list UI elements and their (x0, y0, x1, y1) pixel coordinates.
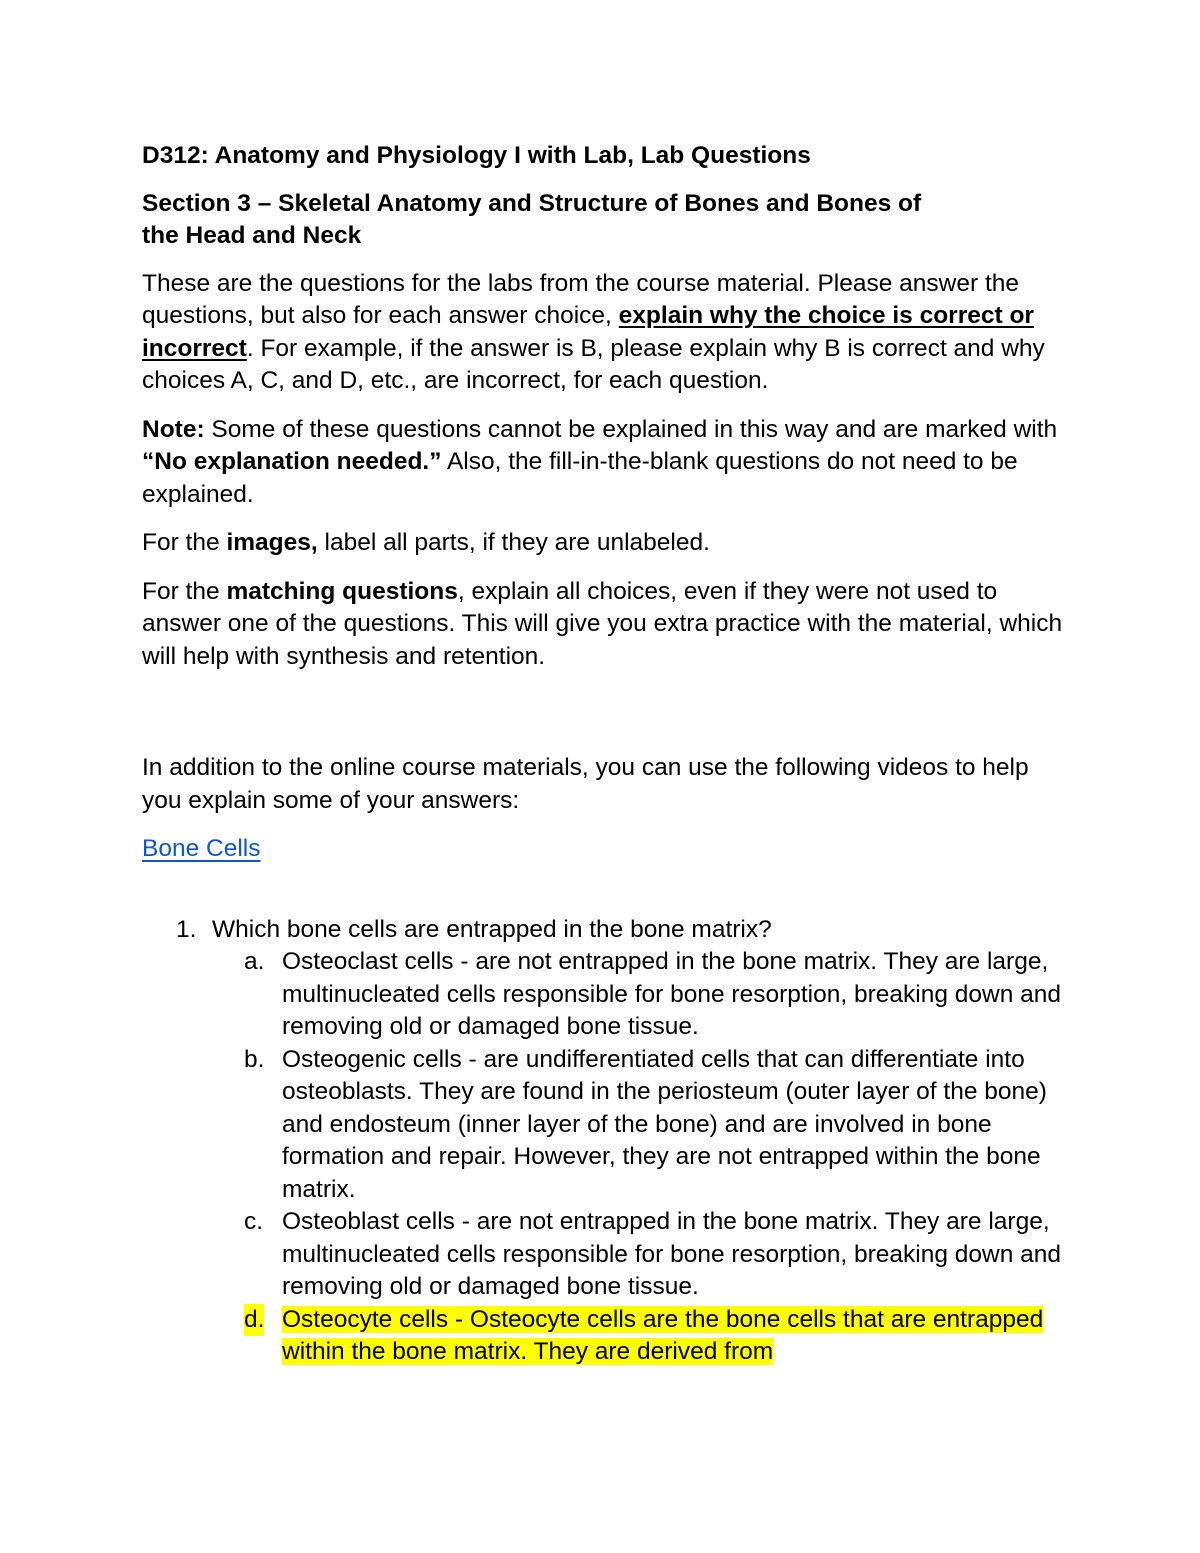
document-page (142, 140, 1072, 1369)
document-title: D312: Anatomy and Physiology I with Lab, Lab Questions (142, 142, 811, 169)
intro-emphasis: explain why the choice is correct or incorrect (142, 302, 1034, 362)
choice-text: Osteoblast cells - are not entrapped in the bone matrix. They are large, multinucleated cells responsible for bone resorption, breaking down and removing old or damaged bone tissue. (282, 1208, 1062, 1300)
question-number: 1. (176, 915, 197, 943)
section-heading-line2: the Head and Neck (142, 222, 362, 249)
matching-paragraph (142, 576, 1072, 674)
note-text-2: Also, the fill-in-the-blank questions do not need to be explained. (142, 448, 1018, 508)
choice-text: Osteoclast cells - are not entrapped in the bone matrix. They are large, multinucleated cells responsible for bone resorption, breaking down and removing old or damaged bone tissue. (282, 948, 1062, 1040)
note-paragraph (142, 414, 1072, 512)
images-text-2: label all parts, if they are unlabeled. (317, 529, 710, 556)
images-text-1: For the (142, 529, 227, 556)
images-bold: images, (226, 529, 318, 556)
intro-text-2: . For example, if the answer is B, please explain why B is correct and why choices A, C, and D, etc., are incorrect, for each question. (142, 334, 1045, 394)
question-list (142, 914, 1072, 1369)
choice-text-highlighted: Osteocyte cells - Osteocyte cells are the bone cells that are entrapped within the bone matrix. They are derived from (282, 1305, 1044, 1365)
images-paragraph (142, 527, 1072, 560)
answer-choice-c (244, 1206, 1072, 1304)
matching-bold: matching questions (226, 577, 458, 605)
section-heading (142, 188, 1072, 253)
note-quote: “No explanation needed.” (142, 448, 442, 475)
matching-text-1: For the (142, 577, 227, 605)
answer-choice-a (244, 946, 1072, 1044)
answer-choice-b (244, 1044, 1072, 1207)
intro-paragraph (142, 268, 1072, 398)
section-heading-line1: Section 3 – Skeletal Anatomy and Structure of Bones and Bones of (142, 189, 922, 217)
resources-paragraph: In addition to the online course materials, you can use the following videos to help you explain some of your answers: (142, 754, 1029, 814)
note-label: Note: (142, 415, 205, 443)
choice-letter: a. (244, 948, 265, 975)
blank-line (142, 689, 1072, 752)
choice-text: Osteogenic cells - are undifferentiated cells that can differentiate into osteoblasts. They are found in the periosteum (outer layer of the bone) and endosteum (inner layer of the bone) and are involved in bone formation and repair. However, they are not entrapped within the bone matrix. (282, 1045, 1047, 1203)
answer-choice-d-correct (244, 1304, 1072, 1369)
matching-text-2: , explain all choices, even if they were not used to answer one of the questions. This will give you extra practice with the material, which will help with synthesis and retention. (142, 577, 1063, 670)
question-text: Which bone cells are entrapped in the bone matrix? (212, 915, 772, 943)
choice-letter: c. (244, 1208, 264, 1235)
choice-letter-highlighted: d. (244, 1304, 264, 1337)
choice-letter: b. (244, 1045, 265, 1073)
question-item (176, 914, 1072, 1369)
video-link-paragraph (142, 833, 1072, 866)
bone-cells-video-link[interactable]: Bone Cells (142, 835, 261, 862)
note-text-1: Some of these questions cannot be explained in this way and are marked with (204, 415, 1058, 443)
answer-choice-list (212, 946, 1072, 1369)
intro-text-1: These are the questions for the labs from the course material. Please answer the questions, but also for each answer choice, (142, 269, 1020, 329)
